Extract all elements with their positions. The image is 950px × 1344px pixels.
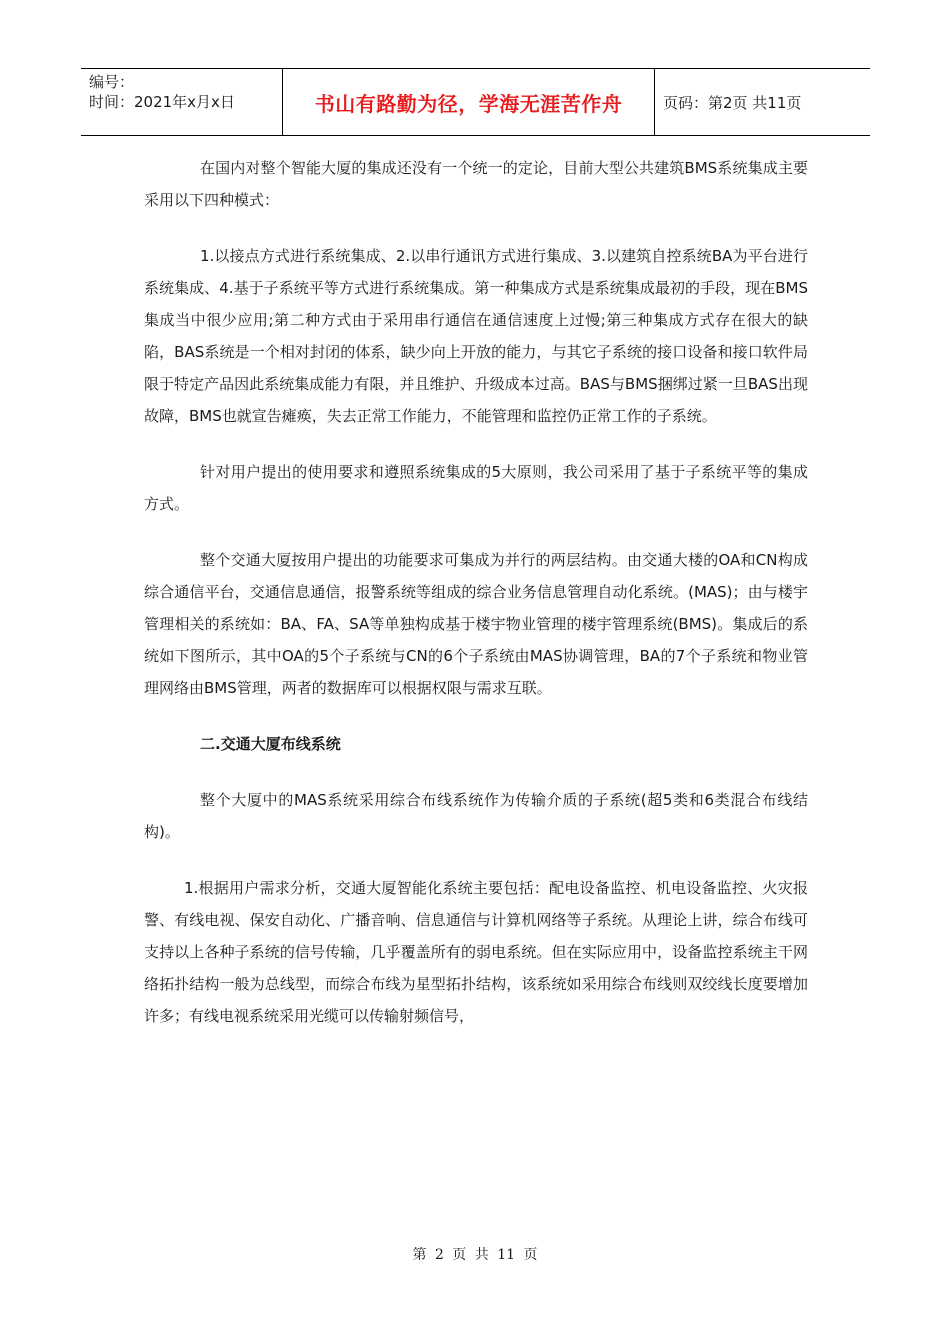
date-label: 时间：2021年x月x日 [89,93,235,111]
page-footer: 第 2 页 共 11 页 [412,1247,538,1263]
page-info-cell [655,69,870,135]
document-header [81,68,870,136]
number-label: 编号： [89,73,135,91]
paragraph-mas: 整个大厦中的MAS系统采用综合布线系统作为传输介质的子系统(超5类和6类混合布线结构)。 [144,791,808,841]
motto-text: 书山有路勤为径，学海无涯苦作舟 [314,91,623,116]
paragraph-structure: 整个交通大厦按用户提出的功能要求可集成为并行的两层结构。由交通大楼的OA和CN构成综合通信平台，交通信息通信，报警系统等组成的综合业务信息管理自动化系统。(MAS)；由与楼宇管理相关的系统如：BA、FA、SA等单独构成基于楼宇物业管理的楼宇管理系统(BMS)。集成后的系统如下图所示，其中OA的5个子系统与CN的6个子系统由MAS协调管理，BA的7个子系统和物业管理网络由BMS管理，两者的数据库可以根据权限与需求互联。 [144,551,808,697]
document-body [144,152,808,1032]
paragraph-requirements: 1.根据用户需求分析，交通大厦智能化系统主要包括：配电设备监控、机电设备监控、火灾报警、有线电视、保安自动化、广播音响、信息通信与计算机网络等子系统。从理论上讲，综合布线可支持以上各种子系统的信号传输，几乎覆盖所有的弱电系统。但在实际应用中，设备监控系统主干网络拓扑结构一般为总线型，而综合布线为星型拓扑结构，该系统如采用综合布线则双绞线长度要增加许多；有线电视系统采用光缆可以传输射频信号， [144,879,808,1025]
section-heading: 二.交通大厦布线系统 [200,735,341,753]
paragraph-approach: 针对用户提出的使用要求和遵照系统集成的5大原则，我公司采用了基于子系统平等的集成方式。 [144,463,808,513]
paragraph-intro: 在国内对整个智能大厦的集成还没有一个统一的定论，目前大型公共建筑BMS系统集成主要采用以下四种模式： [144,159,808,209]
header-left-cell [81,69,282,135]
paragraph-modes: 1.以接点方式进行系统集成、2.以串行通讯方式进行集成、3.以建筑自控系统BA为平台进行系统集成、4.基于子系统平等方式进行系统集成。第一种集成方式是系统集成最初的手段，现在BMS集成当中很少应用;第二种方式由于采用串行通信在通信速度上过慢;第三种集成方式存在很大的缺陷，BAS系统是一个相对封闭的体系，缺少向上开放的能力，与其它子系统的接口设备和接口软件局限于特定产品因此系统集成能力有限，并且维护、升级成本过高。BAS与BMS捆绑过紧一旦BAS出现故障，BMS也就宣告瘫痪，失去正常工作能力，不能管理和监控仍正常工作的子系统。 [144,247,808,425]
motto-cell [282,69,655,135]
page-info-text: 页码：第2页 共11页 [663,93,802,112]
